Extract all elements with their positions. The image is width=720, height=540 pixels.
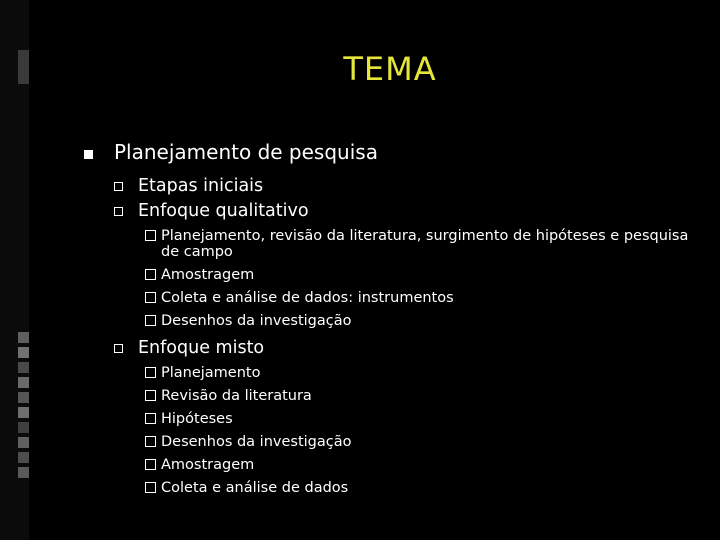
bullet-sub [84,199,704,224]
placeholder-box-icon [145,459,156,470]
list-item-text: Desenhos da investigação [161,313,352,329]
decorative-square [18,407,29,418]
bullet-main [84,140,704,164]
list-item-text: Revisão da literatura [161,388,312,404]
list-item [84,480,704,496]
list-item-text: Hipóteses [161,411,233,427]
qualitative-list [84,228,704,329]
list-item-text: Planejamento, revisão da literatura, surgimento de hipóteses e pesquisa de campo [161,228,689,260]
list-item [84,434,704,450]
decorative-square [18,332,29,343]
decorative-square [18,362,29,373]
decorative-square [18,377,29,388]
slide-title: TEMA [343,50,437,88]
list-item [84,290,704,306]
bullet-sub-text: Etapas iniciais [138,176,264,196]
decorative-squares [18,332,29,482]
bullet-sub-text: Enfoque qualitativo [138,201,309,221]
placeholder-box-icon [145,269,156,280]
list-item-text: Amostragem [161,267,255,283]
list-item [84,388,704,404]
list-item [84,313,704,329]
decorative-square [18,467,29,478]
list-item-text: Coleta e análise de dados [161,480,349,496]
placeholder-box-icon [145,367,156,378]
slide-content [84,140,704,503]
list-item-text: Desenhos da investigação [161,434,352,450]
list-item [84,267,704,283]
list-item [84,411,704,427]
placeholder-box-icon [145,413,156,424]
hollow-square-bullet-icon [114,182,123,191]
decorative-square [18,437,29,448]
placeholder-box-icon [145,390,156,401]
placeholder-box-icon [145,292,156,303]
list-item [84,365,704,381]
bullet-sub [84,336,704,361]
bullet-sub [84,174,704,199]
list-item [84,228,704,260]
decorative-square [18,392,29,403]
list-item [84,457,704,473]
mixed-list [84,365,704,496]
list-item-text: Coleta e análise de dados: instrumentos [161,290,454,306]
hollow-square-bullet-icon [114,207,123,216]
decorative-square [18,452,29,463]
placeholder-box-icon [145,315,156,326]
decorative-square [18,422,29,433]
placeholder-box-icon [145,436,156,447]
list-item-text: Planejamento [161,365,261,381]
list-item-text: Amostragem [161,457,255,473]
placeholder-box-icon [145,230,156,241]
bullet-sub-text: Enfoque misto [138,338,265,358]
decorative-square [18,347,29,358]
hollow-square-bullet-icon [114,344,123,353]
square-bullet-icon [84,150,93,159]
placeholder-box-icon [145,482,156,493]
bullet-main-text: Planejamento de pesquisa [114,140,378,164]
